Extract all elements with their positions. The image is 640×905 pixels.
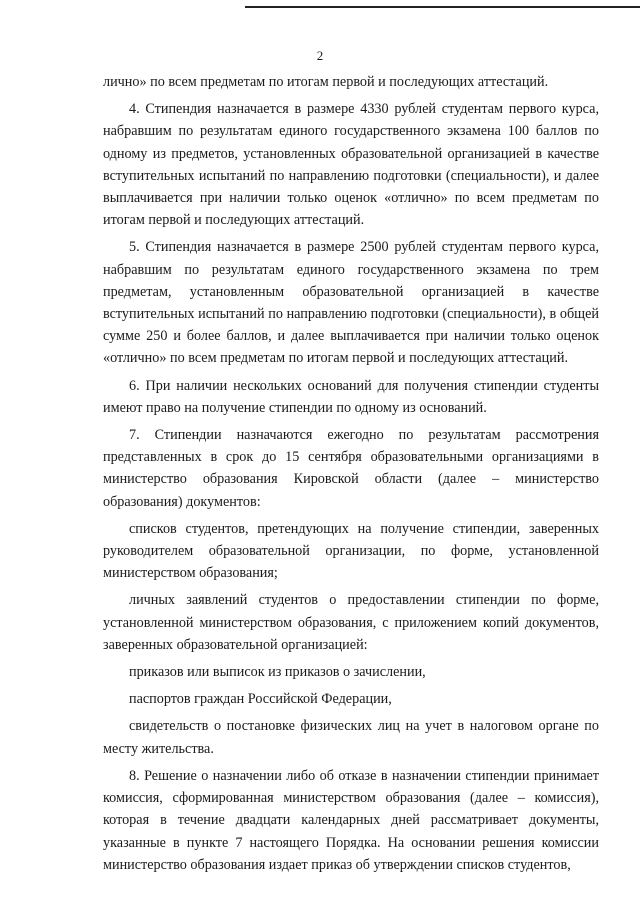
document-body xyxy=(103,71,599,876)
paragraph-7-lists: списков студентов, претендующих на получение стипендии, заверенных руководителем образовательной организации, по форме, установленной министерством образования; xyxy=(103,520,599,582)
paragraph-7-applications: личных заявлений студентов о предоставлении стипендии по форме, установленной министерством образования, с приложением копий документов, заверенных образовательной организацией: xyxy=(103,592,599,653)
paragraph-4: 4. Стипендия назначается в размере 4330 рублей студентам первого курса, набравшим по результатам единого государственного экзамена 100 баллов по одному из предметов, установленных образовательной организацией в качестве вступительных испытаний по направлению подготовки (специальности), и далее выплачивается при наличии только оценок «отлично» по всем предметам по итогам первой и последующих аттестаций. xyxy=(103,101,599,229)
paragraph-6: 6. При наличии нескольких оснований для получения стипендии студенты имеют право на получение стипендии по одному из оснований. xyxy=(103,377,599,416)
top-rule xyxy=(245,6,640,8)
paragraph-8: 8. Решение о назначении либо об отказе в назначении стипендии принимает комиссия, сформированная министерством образования (далее – комиссия), которая в течение двадцати календарных дней рассматривает документы, указанные в пункте 7 настоящего Порядка. На основании решения комиссии министерство образования издает приказ об утверждении списков студентов, xyxy=(103,767,599,873)
paragraph-7-orders: приказов или выписок из приказов о зачислении, xyxy=(129,664,426,681)
page-number: 2 xyxy=(316,48,324,63)
paragraph-continuation: лично» по всем предметам по итогам первой и последующих аттестаций. xyxy=(103,74,549,90)
paragraph-7-passports: паспортов граждан Российской Федерации, xyxy=(129,691,392,708)
paragraph-5: 5. Стипендия назначается в размере 2500 рублей студентам первого курса, набравшим по результатам единого государственного экзамена по трем предметам, установленным образовательной организацией в качестве вступительных испытаний по направлению подготовки (специальности), в общей сумме 250 и более баллов, и далее выплачивается при наличии только оценок «отлично» по всем предметам по итогам первой и последующих аттестаций. xyxy=(103,239,599,367)
paragraph-7: 7. Стипендии назначаются ежегодно по результатам рассмотрения представленных в срок до 15 сентября образовательными организациями в министерство образования Кировской области (далее – министерство образования) документов: xyxy=(103,427,599,510)
paragraph-7-tax-certificates: свидетельств о постановке физических лиц на учет в налоговом органе по месту жительства. xyxy=(103,718,599,757)
